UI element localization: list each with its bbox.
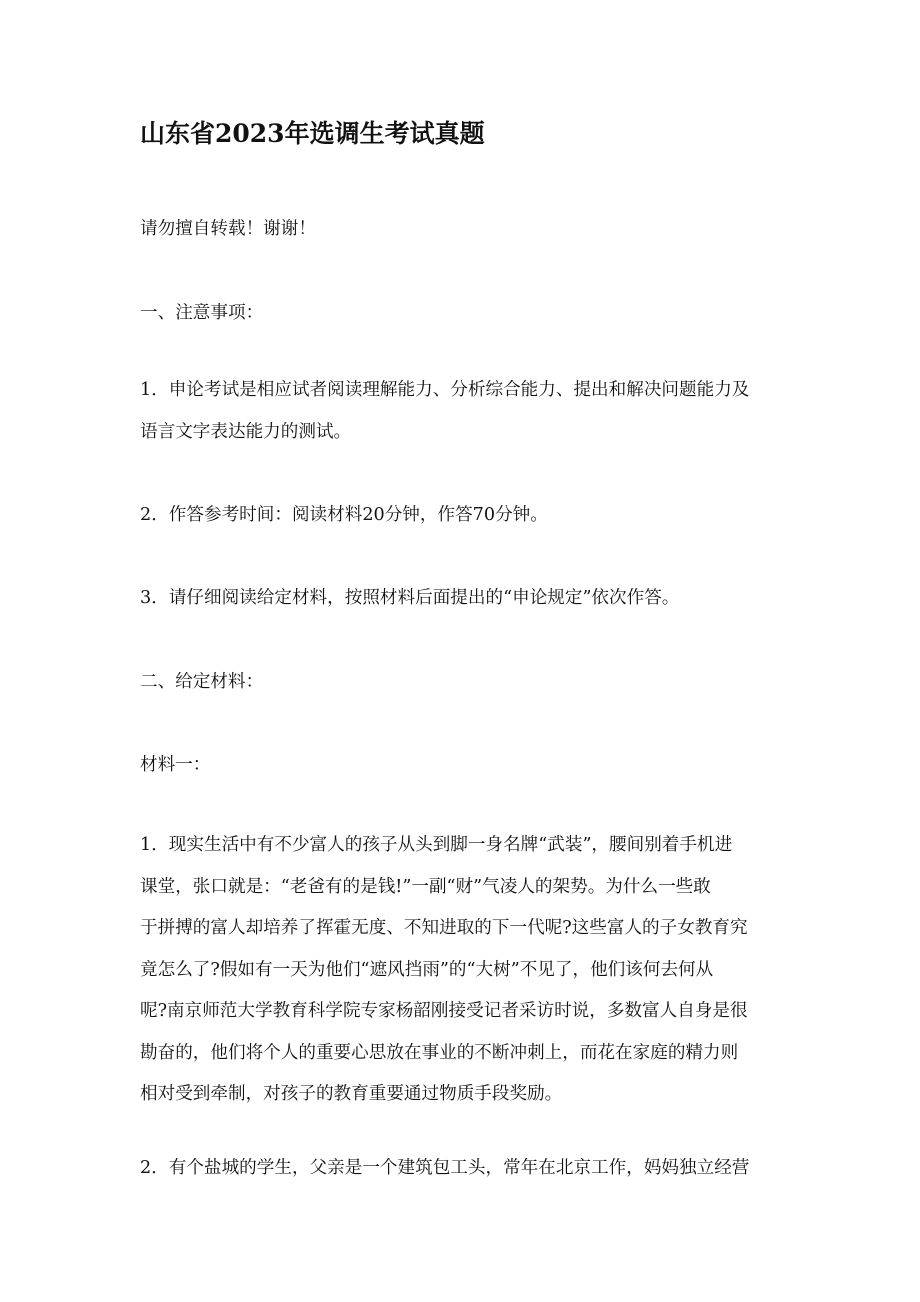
text-line: 2．有个盐城的学生，父亲是一个建筑包工头，常年在北京工作，妈妈独立经营 — [140, 1158, 750, 1178]
text-line: 课堂，张口就是：“老爸有的是钱!”一副“财”气凌人的架势。为什么一些敢 — [140, 876, 711, 897]
document-title: 山东省2023年选调生考试真题 — [140, 119, 485, 148]
material-1-paragraph-2 — [140, 1157, 749, 1199]
text-line: 语言文字表达能力的测试。 — [140, 421, 352, 442]
material-1-heading: 材料一： — [140, 755, 211, 775]
material-1-paragraph-1 — [140, 834, 748, 1125]
text-line: 1．现实生活中有不少富人的孩子从头到脚一身名牌“武装”，腰间别着手机进 — [140, 835, 733, 855]
text-line: 相对受到牵制，对孩子的教育重要通过物质手段奖励。 — [140, 1084, 563, 1104]
note-item-3: 3．请仔细阅读给定材料，按照材料后面提出的“申论规定”依次作答。 — [140, 588, 680, 608]
section-heading-materials: 二、给定材料： — [140, 672, 264, 692]
notice-text: 请勿擅自转载！谢谢！ — [140, 219, 316, 239]
section-heading-notes: 一、注意事项： — [140, 303, 264, 323]
note-item-1 — [140, 379, 749, 462]
text-line: 呢?南京师范大学教育科学院专家杨韶刚接受记者采访时说，多数富人自身是很 — [140, 1001, 748, 1021]
text-line: 勘奋的，他们将个人的重要心思放在事业的不断冲刺上，而花在家庭的精力则 — [140, 1042, 739, 1063]
text-line: 于拼搏的富人却培养了挥霍无度、不知进取的下一代呢?这些富人的子女教育究 — [140, 918, 748, 938]
text-line: 1．申论考试是相应试者阅读理解能力、分析综合能力、提出和解决问题能力及 — [140, 380, 750, 400]
note-item-2: 2．作答参考时间：阅读材料20分钟，作答70分钟。 — [140, 505, 548, 525]
text-line: 竟怎么了?假如有一天为他们“遮风挡雨”的“大树”不见了，他们该何去何从 — [140, 959, 714, 980]
